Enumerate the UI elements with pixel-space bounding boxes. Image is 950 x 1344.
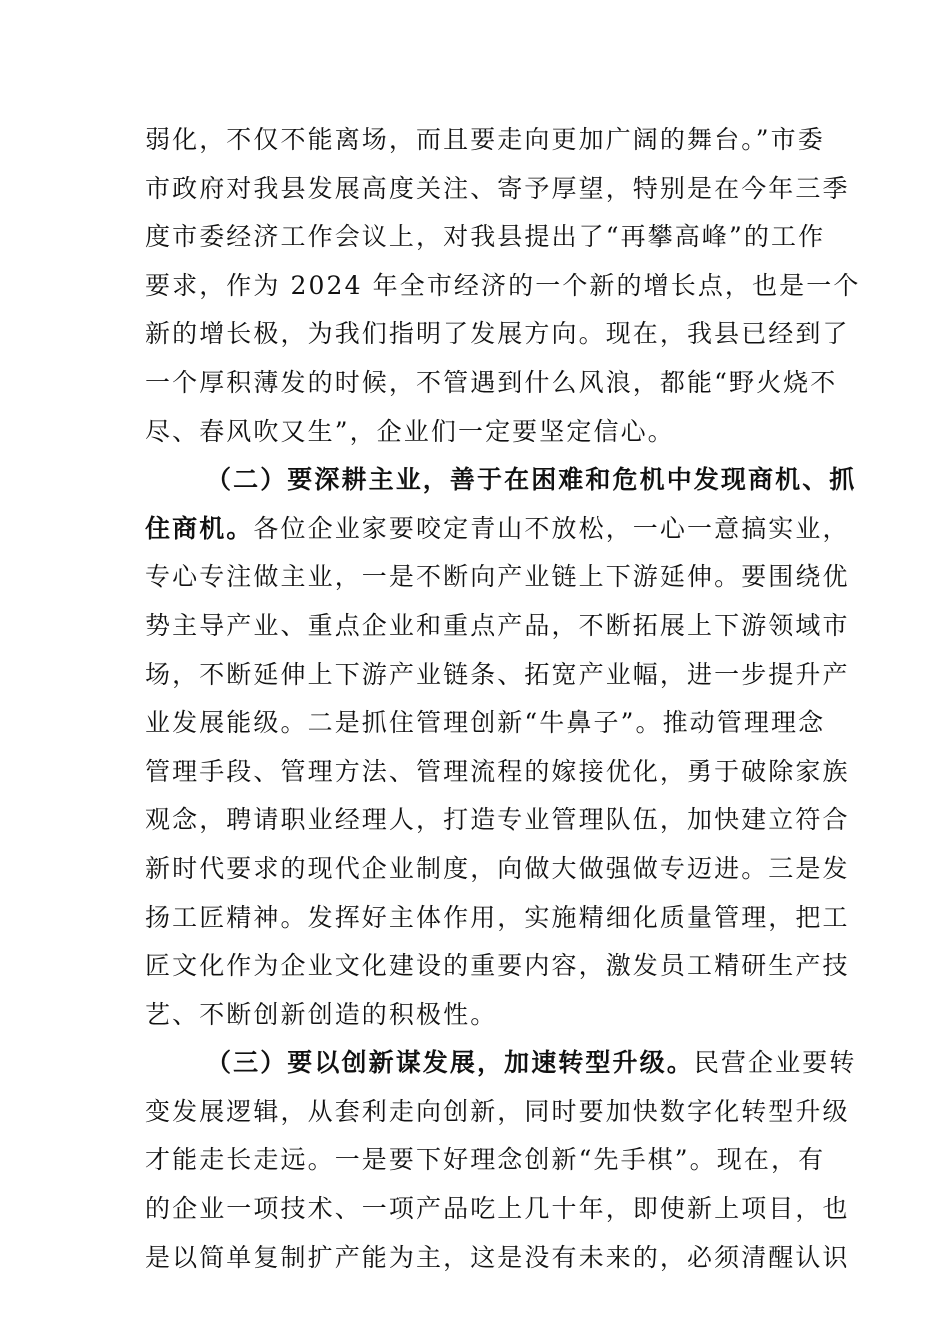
text-line xyxy=(145,1185,850,1234)
text-segment: 民营企业要转 xyxy=(693,1048,857,1078)
text-line xyxy=(145,1039,857,1088)
text-line xyxy=(145,845,850,894)
text-line xyxy=(145,213,826,262)
text-segment: 场，不断延伸上下游产业链条、拓宽产业幅，进一步提升产 xyxy=(145,659,850,689)
text-segment: 是以简单复制扩产能为主，这是没有未来的，必须清醒认识 xyxy=(145,1242,850,1272)
text-segment: 各位企业家要咬定青山不放松，一心一意搞实业， xyxy=(253,513,850,543)
text-line xyxy=(145,456,857,505)
text-line xyxy=(145,262,861,311)
bold-text-segment: （二）要深耕主业，善于在困难和危机中发现商机、抓 xyxy=(206,465,857,495)
text-segment: 尽、春风吹又生”，企业们一定要坚定信心。 xyxy=(145,416,675,446)
text-segment: 一个厚积薄发的时候，不管遇到什么风浪，都能“野火烧不 xyxy=(145,367,838,397)
text-line xyxy=(145,359,838,408)
bold-text-segment: 住商机。 xyxy=(145,513,254,543)
text-segment: 专心专注做主业，一是不断向产业链上下游延伸。要围绕优 xyxy=(145,562,850,592)
text-segment: 市政府对我县发展高度关注、寄予厚望，特别是在今年三季 xyxy=(145,173,850,203)
text-line xyxy=(145,408,810,457)
text-line xyxy=(145,796,850,845)
text-line xyxy=(145,748,850,797)
text-line xyxy=(145,699,826,748)
document-body xyxy=(145,116,861,1282)
text-segment: 管理手段、管理方法、管理流程的嫁接优化，勇于破除家族 xyxy=(145,756,850,786)
text-line xyxy=(145,553,850,602)
text-segment: 要求，作为 2024 年全市经济的一个新的增长点，也是一个 xyxy=(145,270,861,300)
text-segment: 匠文化作为企业文化建设的重要内容，激发员工精研生产技 xyxy=(145,951,850,981)
text-line xyxy=(145,1234,850,1283)
text-line xyxy=(145,505,850,554)
text-segment: 新时代要求的现代企业制度，向做大做强做专迈进。三是发 xyxy=(145,853,850,883)
text-segment: 度市委经济工作会议上，对我县提出了“再攀高峰”的工作 xyxy=(145,222,826,252)
text-segment: 弱化，不仅不能离场，而且要走向更加广阔的舞台。”市委 xyxy=(145,125,825,154)
text-segment: 变发展逻辑，从套利走向创新，同时要加快数字化转型升级 xyxy=(145,1096,850,1126)
text-segment: 才能走长走远。一是要下好理念创新“先手棋”。现在，有 xyxy=(145,1145,826,1175)
text-line xyxy=(145,651,850,700)
text-segment: 势主导产业、重点企业和重点产品，不断拓展上下游领域市 xyxy=(145,610,850,640)
text-segment: 观念，聘请职业经理人，打造专业管理队伍，加快建立符合 xyxy=(145,805,850,835)
text-segment: 新的增长极，为我们指明了发展方向。现在，我县已经到了 xyxy=(145,319,850,349)
text-line xyxy=(145,1136,826,1185)
text-segment: 业发展能级。二是抓住管理创新“牛鼻子”。推动管理理念 xyxy=(145,708,826,738)
text-segment: 艺、不断创新创造的积极性。 xyxy=(145,999,498,1029)
text-line xyxy=(145,310,850,359)
text-line xyxy=(145,165,850,214)
text-line xyxy=(145,894,850,943)
text-line xyxy=(145,1088,850,1137)
text-line xyxy=(145,942,850,991)
bold-text-segment: （三）要以创新谋发展，加速转型升级。 xyxy=(206,1048,694,1078)
text-line xyxy=(145,602,850,651)
text-line xyxy=(145,116,825,165)
text-segment: 的企业一项技术、一项产品吃上几十年，即使新上项目，也 xyxy=(145,1194,850,1224)
text-segment: 扬工匠精神。发挥好主体作用，实施精细化质量管理，把工 xyxy=(145,902,850,932)
text-line xyxy=(145,991,810,1040)
